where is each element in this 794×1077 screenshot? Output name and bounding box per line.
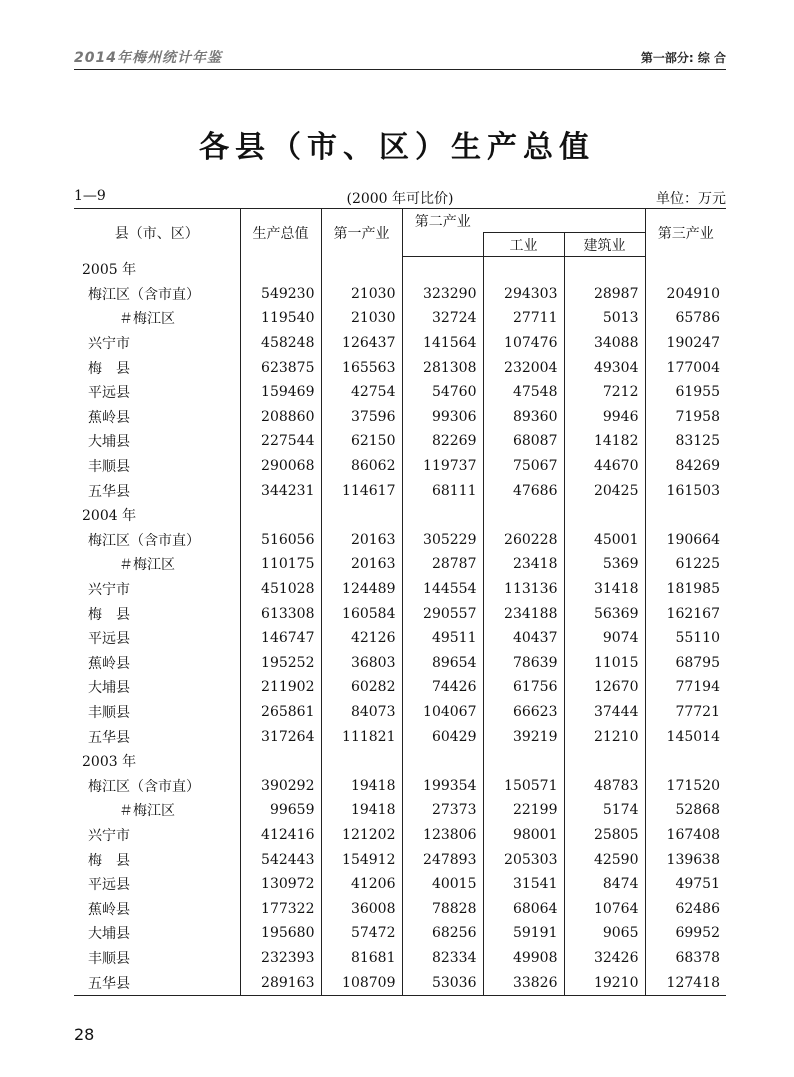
value-cell: 412416 bbox=[240, 823, 321, 848]
value-cell: 19418 bbox=[321, 773, 402, 798]
value-cell: 98001 bbox=[483, 823, 564, 848]
value-cell: 323290 bbox=[402, 282, 483, 307]
table-row bbox=[74, 626, 726, 651]
header-construction: 建筑业 bbox=[564, 233, 645, 257]
value-cell: 19210 bbox=[564, 970, 645, 995]
header-primary: 第一产业 bbox=[321, 209, 402, 257]
county-name: 丰顺县 bbox=[88, 704, 130, 721]
value-cell: 121202 bbox=[321, 823, 402, 848]
value-cell: 294303 bbox=[483, 282, 564, 307]
value-cell: 21210 bbox=[564, 724, 645, 749]
value-cell: 68087 bbox=[483, 429, 564, 454]
value-cell: 27711 bbox=[483, 306, 564, 331]
county-name: 梅 县 bbox=[88, 606, 130, 623]
value-cell: 110175 bbox=[240, 552, 321, 577]
value-cell: 28787 bbox=[402, 552, 483, 577]
value-cell: 52868 bbox=[645, 798, 726, 823]
value-cell: 126437 bbox=[321, 331, 402, 356]
value-cell: 127418 bbox=[645, 970, 726, 995]
county-name: ＃梅江区 bbox=[119, 311, 175, 328]
value-cell: 289163 bbox=[240, 970, 321, 995]
table-row bbox=[74, 454, 726, 479]
value-cell: 49304 bbox=[564, 355, 645, 380]
gdp-table bbox=[74, 208, 726, 996]
value-cell: 232004 bbox=[483, 355, 564, 380]
value-cell bbox=[402, 257, 483, 282]
table-row bbox=[74, 970, 726, 995]
value-cell: 22199 bbox=[483, 798, 564, 823]
page-number: 28 bbox=[74, 1025, 95, 1044]
value-cell: 54760 bbox=[402, 380, 483, 405]
table-row bbox=[74, 577, 726, 602]
table-row bbox=[74, 355, 726, 380]
county-name: 蕉岭县 bbox=[88, 409, 130, 426]
value-cell: 44670 bbox=[564, 454, 645, 479]
county-name: 梅 县 bbox=[88, 360, 130, 377]
value-cell: 119540 bbox=[240, 306, 321, 331]
value-cell bbox=[321, 749, 402, 774]
table-row bbox=[74, 724, 726, 749]
value-cell: 60429 bbox=[402, 724, 483, 749]
value-cell bbox=[564, 257, 645, 282]
value-cell bbox=[645, 503, 726, 528]
value-cell: 290068 bbox=[240, 454, 321, 479]
value-cell: 12670 bbox=[564, 675, 645, 700]
value-cell: 161503 bbox=[645, 478, 726, 503]
value-cell: 104067 bbox=[402, 700, 483, 725]
year-row bbox=[74, 749, 726, 774]
value-cell: 62486 bbox=[645, 896, 726, 921]
county-name: 梅 县 bbox=[88, 852, 130, 869]
section-label: 第一部分: 综 合 bbox=[640, 51, 726, 65]
county-name: 大埔县 bbox=[88, 434, 130, 451]
value-cell bbox=[483, 503, 564, 528]
value-cell: 208860 bbox=[240, 405, 321, 430]
running-header bbox=[74, 47, 726, 70]
county-name: 大埔县 bbox=[88, 680, 130, 697]
table-row bbox=[74, 773, 726, 798]
table-row bbox=[74, 601, 726, 626]
value-cell: 162167 bbox=[645, 601, 726, 626]
value-cell: 281308 bbox=[402, 355, 483, 380]
value-cell: 9065 bbox=[564, 921, 645, 946]
value-cell: 160584 bbox=[321, 601, 402, 626]
table-row bbox=[74, 896, 726, 921]
value-cell: 11015 bbox=[564, 651, 645, 676]
header-secondary-total bbox=[402, 233, 483, 257]
value-cell: 68111 bbox=[402, 478, 483, 503]
header-gdp: 生产总值 bbox=[240, 209, 321, 257]
value-cell: 49751 bbox=[645, 872, 726, 897]
value-cell bbox=[402, 503, 483, 528]
value-cell: 32724 bbox=[402, 306, 483, 331]
value-cell: 542443 bbox=[240, 847, 321, 872]
value-cell: 82269 bbox=[402, 429, 483, 454]
value-cell: 77194 bbox=[645, 675, 726, 700]
value-cell: 613308 bbox=[240, 601, 321, 626]
value-cell: 114617 bbox=[321, 478, 402, 503]
value-cell: 42590 bbox=[564, 847, 645, 872]
table-row bbox=[74, 405, 726, 430]
value-cell: 99306 bbox=[402, 405, 483, 430]
value-cell: 159469 bbox=[240, 380, 321, 405]
value-cell: 190247 bbox=[645, 331, 726, 356]
value-cell: 59191 bbox=[483, 921, 564, 946]
table-code: 1—9 bbox=[74, 188, 106, 204]
year-row bbox=[74, 503, 726, 528]
value-cell: 60282 bbox=[321, 675, 402, 700]
value-cell: 68378 bbox=[645, 946, 726, 971]
value-cell: 20163 bbox=[321, 552, 402, 577]
value-cell: 199354 bbox=[402, 773, 483, 798]
value-cell: 20425 bbox=[564, 478, 645, 503]
value-cell: 141564 bbox=[402, 331, 483, 356]
value-cell: 25805 bbox=[564, 823, 645, 848]
value-cell: 111821 bbox=[321, 724, 402, 749]
value-cell: 65786 bbox=[645, 306, 726, 331]
price-basis-note: (2000 年可比价) bbox=[346, 191, 454, 207]
table-row bbox=[74, 847, 726, 872]
county-name: 平远县 bbox=[88, 877, 130, 894]
value-cell: 41206 bbox=[321, 872, 402, 897]
value-cell: 290557 bbox=[402, 601, 483, 626]
value-cell: 177004 bbox=[645, 355, 726, 380]
value-cell: 234188 bbox=[483, 601, 564, 626]
value-cell: 146747 bbox=[240, 626, 321, 651]
value-cell: 107476 bbox=[483, 331, 564, 356]
value-cell: 195252 bbox=[240, 651, 321, 676]
value-cell: 144554 bbox=[402, 577, 483, 602]
value-cell: 61225 bbox=[645, 552, 726, 577]
value-cell: 84269 bbox=[645, 454, 726, 479]
value-cell: 99659 bbox=[240, 798, 321, 823]
value-cell: 40437 bbox=[483, 626, 564, 651]
value-cell: 42754 bbox=[321, 380, 402, 405]
county-name: 丰顺县 bbox=[88, 950, 130, 967]
value-cell: 458248 bbox=[240, 331, 321, 356]
value-cell: 27373 bbox=[402, 798, 483, 823]
value-cell bbox=[645, 749, 726, 774]
value-cell bbox=[564, 503, 645, 528]
value-cell: 10764 bbox=[564, 896, 645, 921]
value-cell: 165563 bbox=[321, 355, 402, 380]
table-row bbox=[74, 675, 726, 700]
value-cell: 14182 bbox=[564, 429, 645, 454]
value-cell: 47686 bbox=[483, 478, 564, 503]
county-name: 五华县 bbox=[74, 970, 240, 995]
value-cell: 89360 bbox=[483, 405, 564, 430]
value-cell bbox=[483, 257, 564, 282]
table-row bbox=[74, 798, 726, 823]
year-row bbox=[74, 257, 726, 282]
value-cell: 130972 bbox=[240, 872, 321, 897]
value-cell: 68064 bbox=[483, 896, 564, 921]
value-cell: 123806 bbox=[402, 823, 483, 848]
value-cell: 37596 bbox=[321, 405, 402, 430]
value-cell: 20163 bbox=[321, 528, 402, 553]
header-secondary: 第二产业 bbox=[402, 209, 483, 233]
value-cell: 344231 bbox=[240, 478, 321, 503]
value-cell: 36008 bbox=[321, 896, 402, 921]
value-cell: 81681 bbox=[321, 946, 402, 971]
county-name: 平远县 bbox=[88, 631, 130, 648]
value-cell bbox=[240, 257, 321, 282]
value-cell: 204910 bbox=[645, 282, 726, 307]
value-cell: 516056 bbox=[240, 528, 321, 553]
value-cell: 83125 bbox=[645, 429, 726, 454]
table-row bbox=[74, 823, 726, 848]
county-name: ＃梅江区 bbox=[119, 803, 175, 820]
value-cell bbox=[402, 749, 483, 774]
value-cell: 49908 bbox=[483, 946, 564, 971]
value-cell: 31418 bbox=[564, 577, 645, 602]
value-cell: 68256 bbox=[402, 921, 483, 946]
value-cell: 53036 bbox=[402, 970, 483, 995]
value-cell: 190664 bbox=[645, 528, 726, 553]
value-cell: 39219 bbox=[483, 724, 564, 749]
header-county: 县（市、区） bbox=[74, 209, 240, 257]
value-cell: 34088 bbox=[564, 331, 645, 356]
table-row bbox=[74, 946, 726, 971]
value-cell: 177322 bbox=[240, 896, 321, 921]
value-cell: 7212 bbox=[564, 380, 645, 405]
value-cell: 232393 bbox=[240, 946, 321, 971]
value-cell: 66623 bbox=[483, 700, 564, 725]
value-cell: 82334 bbox=[402, 946, 483, 971]
county-name: 蕉岭县 bbox=[88, 655, 130, 672]
county-name: 梅江区（含市直） bbox=[88, 778, 200, 795]
value-cell: 28987 bbox=[564, 282, 645, 307]
table-row bbox=[74, 528, 726, 553]
header-tertiary: 第三产业 bbox=[645, 209, 726, 257]
value-cell: 5174 bbox=[564, 798, 645, 823]
value-cell: 78828 bbox=[402, 896, 483, 921]
value-cell bbox=[321, 257, 402, 282]
value-cell bbox=[240, 749, 321, 774]
value-cell: 260228 bbox=[483, 528, 564, 553]
yearbook-title: 2014年梅州统计年鉴 bbox=[74, 50, 222, 66]
value-cell: 227544 bbox=[240, 429, 321, 454]
page-title: 各县（市、区）生产总值 bbox=[199, 130, 595, 165]
value-cell: 247893 bbox=[402, 847, 483, 872]
county-name: 梅江区（含市直） bbox=[88, 532, 200, 549]
value-cell: 9946 bbox=[564, 405, 645, 430]
value-cell: 68795 bbox=[645, 651, 726, 676]
value-cell bbox=[240, 503, 321, 528]
value-cell bbox=[321, 503, 402, 528]
county-name: 兴宁市 bbox=[88, 582, 130, 599]
value-cell: 84073 bbox=[321, 700, 402, 725]
value-cell: 86062 bbox=[321, 454, 402, 479]
value-cell: 623875 bbox=[240, 355, 321, 380]
value-cell: 49511 bbox=[402, 626, 483, 651]
value-cell bbox=[645, 257, 726, 282]
table-row bbox=[74, 478, 726, 503]
county-name: 大埔县 bbox=[88, 926, 130, 943]
value-cell: 171520 bbox=[645, 773, 726, 798]
header-industry: 工业 bbox=[483, 233, 564, 257]
value-cell: 61955 bbox=[645, 380, 726, 405]
value-cell: 181985 bbox=[645, 577, 726, 602]
value-cell: 5369 bbox=[564, 552, 645, 577]
value-cell: 23418 bbox=[483, 552, 564, 577]
value-cell: 154912 bbox=[321, 847, 402, 872]
year-label: 2004 年 bbox=[82, 508, 137, 525]
value-cell: 55110 bbox=[645, 626, 726, 651]
value-cell: 549230 bbox=[240, 282, 321, 307]
value-cell: 167408 bbox=[645, 823, 726, 848]
value-cell: 74426 bbox=[402, 675, 483, 700]
value-cell: 305229 bbox=[402, 528, 483, 553]
table-row bbox=[74, 282, 726, 307]
value-cell: 113136 bbox=[483, 577, 564, 602]
value-cell: 33826 bbox=[483, 970, 564, 995]
county-name: 蕉岭县 bbox=[88, 901, 130, 918]
value-cell: 61756 bbox=[483, 675, 564, 700]
table-meta bbox=[74, 188, 726, 208]
value-cell: 119737 bbox=[402, 454, 483, 479]
table-row bbox=[74, 380, 726, 405]
value-cell bbox=[564, 749, 645, 774]
value-cell: 40015 bbox=[402, 872, 483, 897]
value-cell: 36803 bbox=[321, 651, 402, 676]
value-cell: 9074 bbox=[564, 626, 645, 651]
county-name: 兴宁市 bbox=[88, 336, 130, 353]
table-row bbox=[74, 651, 726, 676]
county-name: 五华县 bbox=[88, 729, 130, 746]
table-row bbox=[74, 331, 726, 356]
value-cell bbox=[483, 749, 564, 774]
value-cell: 8474 bbox=[564, 872, 645, 897]
value-cell: 48783 bbox=[564, 773, 645, 798]
county-name: ＃梅江区 bbox=[119, 557, 175, 574]
table-row bbox=[74, 700, 726, 725]
value-cell: 139638 bbox=[645, 847, 726, 872]
value-cell: 57472 bbox=[321, 921, 402, 946]
year-label: 2005 年 bbox=[82, 262, 137, 279]
table-row bbox=[74, 429, 726, 454]
table-row bbox=[74, 872, 726, 897]
county-name: 梅江区（含市直） bbox=[88, 286, 200, 303]
value-cell: 37444 bbox=[564, 700, 645, 725]
county-name: 平远县 bbox=[88, 385, 130, 402]
table-body bbox=[74, 257, 726, 996]
county-name: 五华县 bbox=[88, 483, 130, 500]
table-row bbox=[74, 921, 726, 946]
value-cell: 71958 bbox=[645, 405, 726, 430]
value-cell: 21030 bbox=[321, 282, 402, 307]
header-secondary-span bbox=[483, 209, 645, 233]
table-row bbox=[74, 306, 726, 331]
value-cell: 75067 bbox=[483, 454, 564, 479]
value-cell: 47548 bbox=[483, 380, 564, 405]
value-cell: 5013 bbox=[564, 306, 645, 331]
value-cell: 150571 bbox=[483, 773, 564, 798]
value-cell: 451028 bbox=[240, 577, 321, 602]
value-cell: 77721 bbox=[645, 700, 726, 725]
value-cell: 21030 bbox=[321, 306, 402, 331]
value-cell: 62150 bbox=[321, 429, 402, 454]
value-cell: 89654 bbox=[402, 651, 483, 676]
value-cell: 195680 bbox=[240, 921, 321, 946]
value-cell: 32426 bbox=[564, 946, 645, 971]
value-cell: 145014 bbox=[645, 724, 726, 749]
county-name: 丰顺县 bbox=[88, 459, 130, 476]
value-cell: 31541 bbox=[483, 872, 564, 897]
value-cell: 45001 bbox=[564, 528, 645, 553]
value-cell: 108709 bbox=[321, 970, 402, 995]
value-cell: 205303 bbox=[483, 847, 564, 872]
value-cell: 19418 bbox=[321, 798, 402, 823]
value-cell: 56369 bbox=[564, 601, 645, 626]
value-cell: 211902 bbox=[240, 675, 321, 700]
county-name: 兴宁市 bbox=[88, 827, 130, 844]
value-cell: 78639 bbox=[483, 651, 564, 676]
unit-label: 单位：万元 bbox=[656, 191, 726, 207]
table-row bbox=[74, 552, 726, 577]
value-cell: 390292 bbox=[240, 773, 321, 798]
value-cell: 124489 bbox=[321, 577, 402, 602]
value-cell: 69952 bbox=[645, 921, 726, 946]
year-label: 2003 年 bbox=[82, 754, 137, 771]
value-cell: 265861 bbox=[240, 700, 321, 725]
value-cell: 317264 bbox=[240, 724, 321, 749]
value-cell: 42126 bbox=[321, 626, 402, 651]
